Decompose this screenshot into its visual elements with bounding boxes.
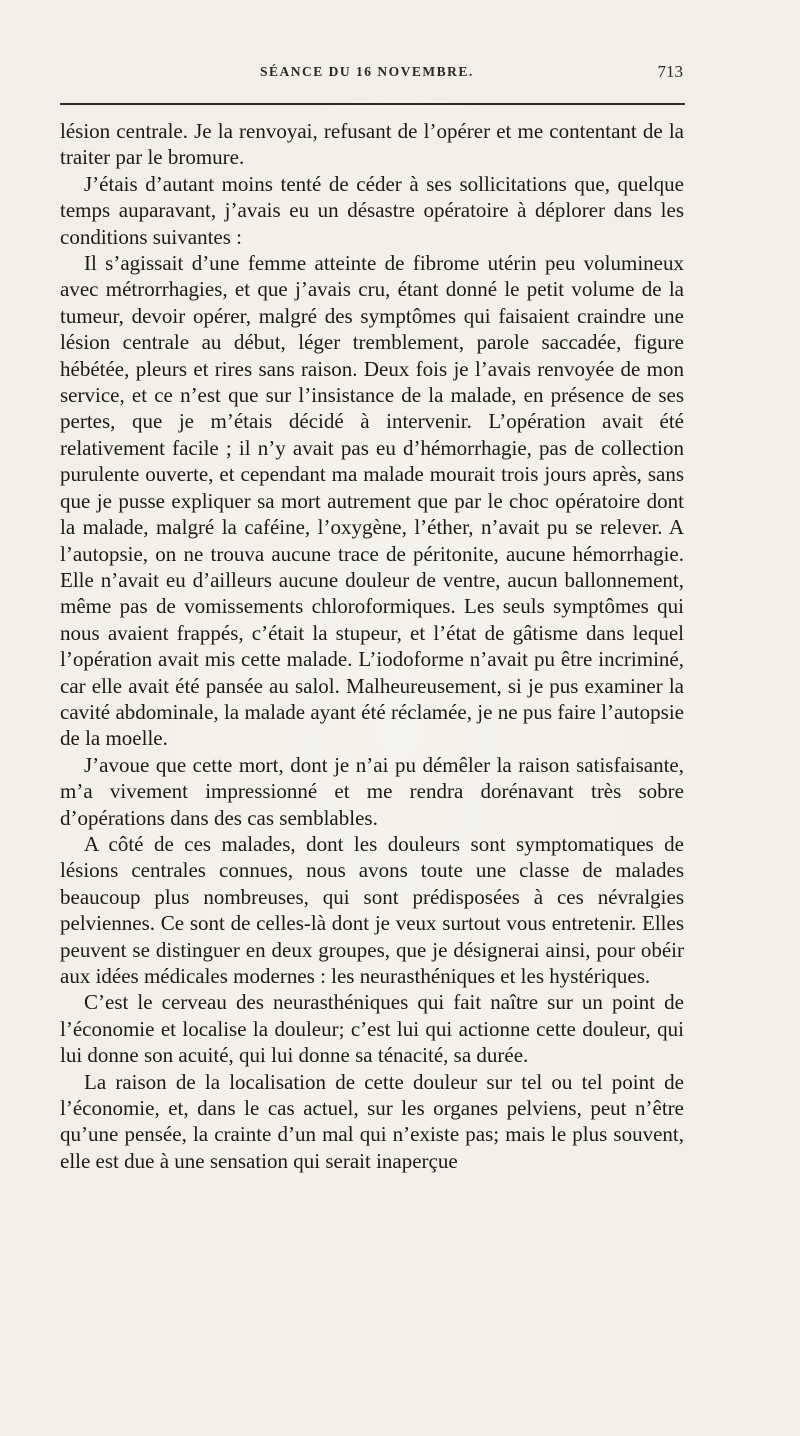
body-text: [60, 118, 684, 1174]
page-number: 713: [657, 62, 683, 81]
running-title: SÉANCE DU 16 NOVEMBRE.: [260, 64, 474, 79]
header-rule: [60, 103, 685, 105]
paragraph-1: lésion centrale. Je la renvoyai, refusant de l’opérer et me contentant de la traiter par le bromure.: [60, 119, 684, 170]
page-header: [60, 62, 683, 84]
paragraph-5: A côté de ces malades, dont les douleurs sont symptomatiques de lésions centrales connues, nous avons toute une classe de malades beaucoup plus nombreuses, qui sont prédisposées à ces névralgies pelviennes. Ce sont de celles-là dont je veux surtout vous entretenir. Elles peuvent se distinguer en deux groupes, que je désignerai ainsi, pour obéir aux idées médicales modernes : les neurasthéniques et les hystériques.: [60, 831, 684, 988]
paragraph-7: La raison de la localisation de cette douleur sur tel ou tel point de l’économie, et, dans le cas actuel, sur les organes pelviens, peut n’être qu’une pensée, la crainte d’un mal qui n’existe pas; mais le plus souvent, elle est due à une sensation qui serait inaperçue: [60, 1069, 684, 1173]
paragraph-3: Il s’agissait d’une femme atteinte de fibrome utérin peu volumineux avec métrorrhagies, et que j’avais cru, étant donné le petit volume de la tumeur, devoir opérer, malgré des symptômes qui faisaient craindre une lésion centrale au début, léger tremblement, parole saccadée, figure hébétée, pleurs et rires sans raison. Deux fois je l’avais renvoyée de mon service, et ce n’est que sur l’insistance de la malade, en présence de ses pertes, que je m’étais décidé à intervenir. L’opération avait été relativement facile ; il n’y avait pas eu d’hémorrhagie, pas de collection purulente ouverte, et cependant ma malade mourait trois jours après, sans que je pusse expliquer sa mort autrement que par le choc opératoire dont la malade, malgré la caféine, l’oxygène, l’éther, n’avait pu se relever. A l’autopsie, on ne trouva aucune trace de péritonite, aucune hémorrhagie. Elle n’avait eu d’ailleurs aucune douleur de ventre, aucun ballonnement, même pas de vomissements chloroformiques. Les seuls symptômes qui nous avaient frappés, c’était la stupeur, et l’état de gâtisme dans lequel l’opération avait mis cette malade. L’iodoforme n’avait pu être incriminé, car elle avait été pansée au salol. Malheureusement, si je pus examiner la cavité abdominale, la malade ayant été réclamée, je ne pus faire l’autopsie de la moelle.: [60, 251, 684, 751]
paragraph-2: J’étais d’autant moins tenté de céder à ses sollicitations que, quelque temps auparavant, j’avais eu un désastre opératoire à déplorer dans les conditions suivantes :: [60, 171, 684, 249]
paragraph-6: C’est le cerveau des neurasthéniques qui fait naître sur un point de l’économie et localise la douleur; c’est lui qui actionne cette douleur, qui lui donne son acuité, qui lui donne sa ténacité, sa durée.: [60, 990, 684, 1068]
paragraph-4: J’avoue que cette mort, dont je n’ai pu démêler la raison satisfaisante, m’a vivement impressionné et me rendra dorénavant très sobre d’opérations dans des cas semblables.: [60, 752, 684, 830]
